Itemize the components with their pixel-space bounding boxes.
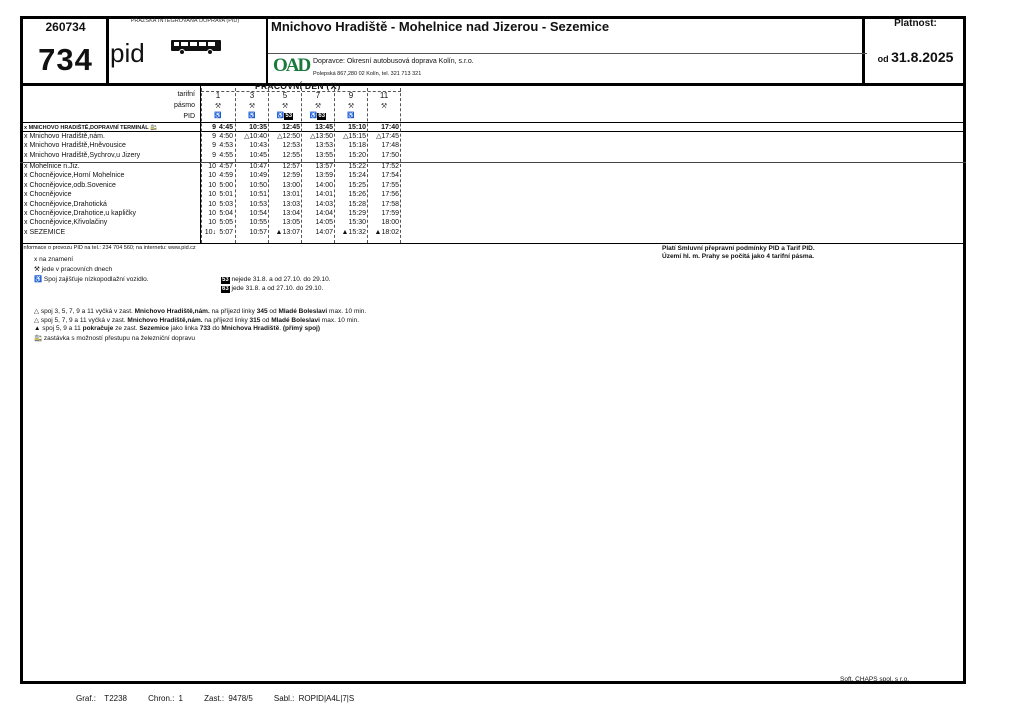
stop-name: x Chocnějovice,Křivolačiny	[24, 219, 108, 226]
line-id: 260734	[45, 20, 86, 34]
departure-time: 10:55	[249, 219, 267, 226]
stop-name: x Mnichovo Hradiště,Hněvousice	[24, 142, 126, 149]
table-row	[22, 201, 402, 210]
departure-time: 5:03	[219, 201, 233, 208]
trip-number: 3	[249, 91, 255, 100]
note-text: spoj 3, 5, 7, 9 a 11 vyčká v zast.	[40, 308, 135, 315]
footer-meta: Graf.: T2238 Chron.: 1 Zast.: 9478/5 Sabl.: ROPID|A4L|7|S	[76, 694, 355, 703]
stop-name: x SEZEMICE	[24, 229, 66, 236]
note-text: pokračuje	[82, 325, 114, 332]
departure-time: 14:00	[315, 182, 333, 189]
stop-zone: 9	[212, 142, 216, 149]
table-row	[22, 172, 402, 181]
departure-time: 5:00	[219, 182, 233, 189]
departure-time: 14:03	[315, 201, 333, 208]
departure-time: 14:04	[315, 210, 333, 217]
route-title: Mnichovo Hradiště - Mohelnice nad Jizerou - Sezemice	[271, 19, 610, 34]
departure-time: 13:53	[315, 142, 333, 149]
departure-time: △10:40	[244, 133, 267, 140]
trip-badge: 53	[222, 277, 229, 283]
departure-time: 12:55	[282, 152, 300, 159]
departure-time: 13:59	[315, 172, 333, 179]
carrier-name: Dopravce: Okresní autobusová doprava Kolín, s.r.o.	[313, 58, 474, 65]
note-text: 345	[256, 308, 268, 315]
table-row	[22, 163, 402, 172]
departure-time: 18:00	[381, 219, 399, 226]
workday-icon: ⚒	[380, 103, 388, 110]
table-bottom-line	[20, 243, 966, 244]
departure-time: △15:15	[343, 133, 366, 140]
label-pid: PID	[183, 113, 195, 120]
workday-icon: ⚒	[214, 103, 222, 110]
departure-time: △13:50	[310, 133, 333, 140]
departure-time: 14:01	[315, 191, 333, 198]
departure-time: 12:59	[282, 172, 300, 179]
note-text: Mnichovo Hradiště,nám.	[134, 308, 210, 315]
legend-symbol: x	[34, 256, 40, 263]
software-credit: Soft. CHAPS spol. s r.o.	[840, 676, 909, 683]
departure-time: 10:54	[249, 210, 267, 217]
stop-name: x Chocnějovice,Drahotice,u kapličky	[24, 210, 137, 217]
departure-time: 4:53	[219, 142, 233, 149]
departure-time: 15:28	[348, 201, 366, 208]
trip-badge: 53	[285, 113, 293, 119]
departure-time: 4:50	[219, 133, 233, 140]
validity-date: od 31.8.2025	[877, 49, 954, 65]
departure-time: 17:59	[381, 210, 399, 217]
accessibility-icon	[237, 112, 267, 119]
departure-time: ▲15:32	[341, 229, 366, 236]
trip-number: 7	[315, 91, 321, 100]
departure-time: 13:05	[282, 219, 300, 226]
trip-number: 9	[348, 91, 354, 100]
header-divider	[20, 83, 966, 86]
badge-note-text: nejede 31.8. a od 27.10. do 29.10.	[229, 276, 331, 283]
departure-time: 10:43	[249, 142, 267, 149]
note-text: zastávka s možností přestupu na železniční dopravu	[43, 335, 195, 342]
note-text: (přímý spoj)	[282, 325, 321, 332]
note-text: od	[260, 317, 272, 324]
note-text: max. 10 min.	[327, 308, 367, 315]
departure-time: 15:30	[348, 219, 366, 226]
note-text: Mladé Boleslavi	[271, 317, 320, 324]
departure-time: 17:54	[381, 172, 399, 179]
departure-time: 10:57	[249, 229, 267, 236]
footnote	[34, 307, 366, 315]
departure-time: 4:57	[219, 163, 233, 170]
note-text: max. 10 min.	[319, 317, 359, 324]
label-zone: pásmo	[173, 102, 195, 109]
stop-zone: 10	[208, 191, 216, 198]
footnote-symbol: 🚉	[34, 335, 44, 342]
workday-icon: ⚒	[347, 103, 355, 110]
table-row	[22, 210, 402, 219]
note-text: od	[267, 308, 279, 315]
note-text: jako linka	[168, 325, 200, 332]
wheelchair-icon: ♿	[309, 113, 318, 119]
departure-time: ▲13:07	[275, 229, 300, 236]
label-tarif: tarifní	[177, 91, 195, 98]
departure-time: 10:51	[249, 191, 267, 198]
stop-zone: 10	[208, 210, 216, 217]
departure-time: 13:04	[282, 210, 300, 217]
accessibility-icon	[203, 112, 233, 119]
stop-name: x Chocnějovice,Drahotická	[24, 201, 107, 208]
departure-time: 17:58	[381, 201, 399, 208]
badge-note	[221, 285, 323, 293]
note-text: .	[279, 325, 283, 332]
legend-item	[34, 256, 73, 263]
stop-name: x MNICHOVO HRADIŠTĚ,DOPRAVNÍ TERMINÁL 🚉	[24, 125, 157, 131]
header-divider-v3	[862, 16, 865, 85]
departure-time: ▲18:02	[374, 229, 399, 236]
note-text: 315	[249, 317, 261, 324]
rule-1: Platí Smluvní přepravní podmínky PID a Tarif PID.	[662, 245, 815, 252]
table-row	[22, 191, 402, 200]
bus-icon	[170, 39, 222, 60]
table-row	[22, 219, 402, 228]
footnote	[34, 334, 195, 342]
legend-text: Spoj zajišťuje nízkopodlažní vozidlo.	[43, 276, 149, 283]
stop-zone: 9	[212, 152, 216, 159]
footnote-symbol: ▲	[34, 325, 43, 332]
departure-time: 5:01	[219, 191, 233, 198]
legend-text: na znamení	[39, 256, 74, 263]
departure-time: 13:55	[315, 152, 333, 159]
wheelchair-icon: ♿	[347, 113, 355, 119]
departure-time: 13:01	[282, 191, 300, 198]
operator-org: PRAŽSKÁ INTEGROVANÁ DOPRAVA (PID)	[130, 18, 240, 24]
stop-name: x Chocnějovice	[24, 191, 72, 198]
departure-time: 15:24	[348, 172, 366, 179]
note-text: Mladé Boleslavi	[278, 308, 328, 315]
trip-badge: 63	[318, 113, 326, 119]
legend-item	[34, 265, 112, 273]
departure-time: 17:52	[381, 163, 399, 170]
departure-time: 17:48	[381, 142, 399, 149]
trip-number: 1	[215, 91, 221, 100]
departure-time: 14:05	[315, 219, 333, 226]
trip-number: 5	[282, 91, 288, 100]
departure-time: 13:45	[315, 124, 333, 131]
badge-note	[221, 276, 331, 284]
workday-icon: ⚒	[314, 103, 322, 110]
footnote-symbol: △	[34, 317, 41, 324]
departure-time: 10:49	[249, 172, 267, 179]
departure-time: 15:20	[348, 152, 366, 159]
note-text: Mnichova Hradiště	[221, 325, 280, 332]
legend-text: jede v pracovních dnech	[41, 266, 113, 273]
day-type: PRACOVNÍ DEN (⚒)	[255, 81, 341, 91]
departure-time: 15:29	[348, 210, 366, 217]
departure-time: 13:57	[315, 163, 333, 170]
stop-zone: 10	[208, 182, 216, 189]
table-row	[22, 229, 402, 238]
departure-time: 4:55	[219, 152, 233, 159]
stop-name: x Chocnějovice,Horní Mohelnice	[24, 172, 125, 179]
validity-label: Platnost:	[894, 18, 937, 29]
departure-time: 10:53	[249, 201, 267, 208]
note-text: na příjezd linky	[209, 308, 257, 315]
accessibility-icon	[336, 112, 366, 119]
wheelchair-icon: ♿	[214, 113, 222, 119]
info-line: Informace o provozu PID na tel.: 234 704 560; na internetu: www.pid.cz	[22, 245, 196, 251]
note-text: ze zast.	[113, 325, 140, 332]
workday-icon: ⚒	[248, 103, 256, 110]
departure-time: 10:50	[249, 182, 267, 189]
departure-time: 12:57	[282, 163, 300, 170]
table-header-line	[20, 122, 966, 123]
legend-symbol: ⚒	[34, 266, 42, 273]
badge-note-text: jede 31.8. a od 27.10. do 29.10.	[229, 285, 324, 292]
stop-zone: 10	[208, 172, 216, 179]
departure-time: 4:59	[219, 172, 233, 179]
rules	[662, 245, 815, 261]
stop-name: x Mohelnice n.Jiz.	[24, 163, 80, 170]
workday-icon: ⚒	[281, 103, 289, 110]
accessibility-icon	[303, 112, 333, 120]
pid-logo: pid	[110, 38, 145, 68]
header-divider-v2	[266, 16, 268, 85]
note-text: Mnichovo Hradiště,nám.	[127, 317, 203, 324]
departure-time: 10:47	[249, 163, 267, 170]
departure-time: 5:05	[219, 219, 233, 226]
carrier-divider	[268, 53, 862, 54]
departure-time: 15:22	[348, 163, 366, 170]
stop-zone: 10	[208, 219, 216, 226]
footnote-symbol: △	[34, 308, 41, 315]
departure-time: 4:45	[218, 124, 233, 131]
trip-badge: 63	[222, 286, 229, 292]
note-text: spoj 5, 9 a 11	[42, 325, 83, 332]
departure-time: 17:55	[381, 182, 399, 189]
carrier-address: Polepská 867,280 02 Kolín, tel. 321 713 321	[313, 71, 422, 77]
wheelchair-icon: ♿	[276, 113, 285, 119]
departure-time: 10:35	[249, 124, 267, 131]
wheelchair-icon: ♿	[248, 113, 256, 119]
footnote	[34, 325, 320, 332]
departure-time: 13:00	[282, 182, 300, 189]
stop-zone: 9	[212, 133, 216, 140]
legend-item	[34, 275, 149, 283]
note-text: Sezemice	[139, 325, 169, 332]
carrier-logo: OAD	[273, 55, 310, 76]
departure-time: 15:26	[348, 191, 366, 198]
table-row	[22, 152, 402, 161]
stop-zone: 9	[212, 124, 216, 131]
departure-time: △17:45	[376, 133, 399, 140]
footnote	[34, 316, 359, 324]
note-text: do	[210, 325, 222, 332]
stop-name: x Mnichovo Hradiště,Sychrov,u Jizery	[24, 152, 141, 159]
departure-time: 12:53	[282, 142, 300, 149]
stop-zone: 10	[208, 163, 216, 170]
departure-time: 15:18	[348, 142, 366, 149]
stop-name: x Mnichovo Hradiště,nám.	[24, 133, 105, 140]
trip-number: 11	[379, 91, 389, 100]
stop-zone: 10	[208, 201, 216, 208]
departure-time: 14:07	[315, 229, 333, 236]
departure-time: △12:50	[277, 133, 300, 140]
departure-time: 17:40	[381, 124, 399, 131]
departure-time: 12:45	[282, 124, 300, 131]
note-text: na příjezd linky	[202, 317, 250, 324]
stop-zone: 10↓	[204, 229, 216, 236]
departure-time: 17:56	[381, 191, 399, 198]
note-text: spoj 5, 7, 9 a 11 vyčká v zast.	[40, 317, 128, 324]
departure-time: 5:04	[219, 210, 233, 217]
line-number: 734	[38, 42, 93, 77]
departure-time: 17:50	[381, 152, 399, 159]
departure-time: 15:25	[348, 182, 366, 189]
table-row	[22, 182, 402, 191]
note-text: 733	[199, 325, 211, 332]
departure-time: 15:10	[348, 124, 366, 131]
departure-time: 5:07	[219, 229, 233, 236]
departure-time: 10:45	[249, 152, 267, 159]
table-row	[22, 124, 402, 133]
legend-symbol: ♿	[34, 276, 44, 283]
rule-2: Území hl. m. Prahy se počítá jako 4 tarifní pásma.	[662, 253, 815, 260]
table-row	[22, 133, 402, 142]
stop-name: x Chocnějovice,odb.Sovenice	[24, 182, 116, 189]
table-row	[22, 142, 402, 151]
accessibility-icon	[270, 112, 300, 120]
departure-time: 13:03	[282, 201, 300, 208]
